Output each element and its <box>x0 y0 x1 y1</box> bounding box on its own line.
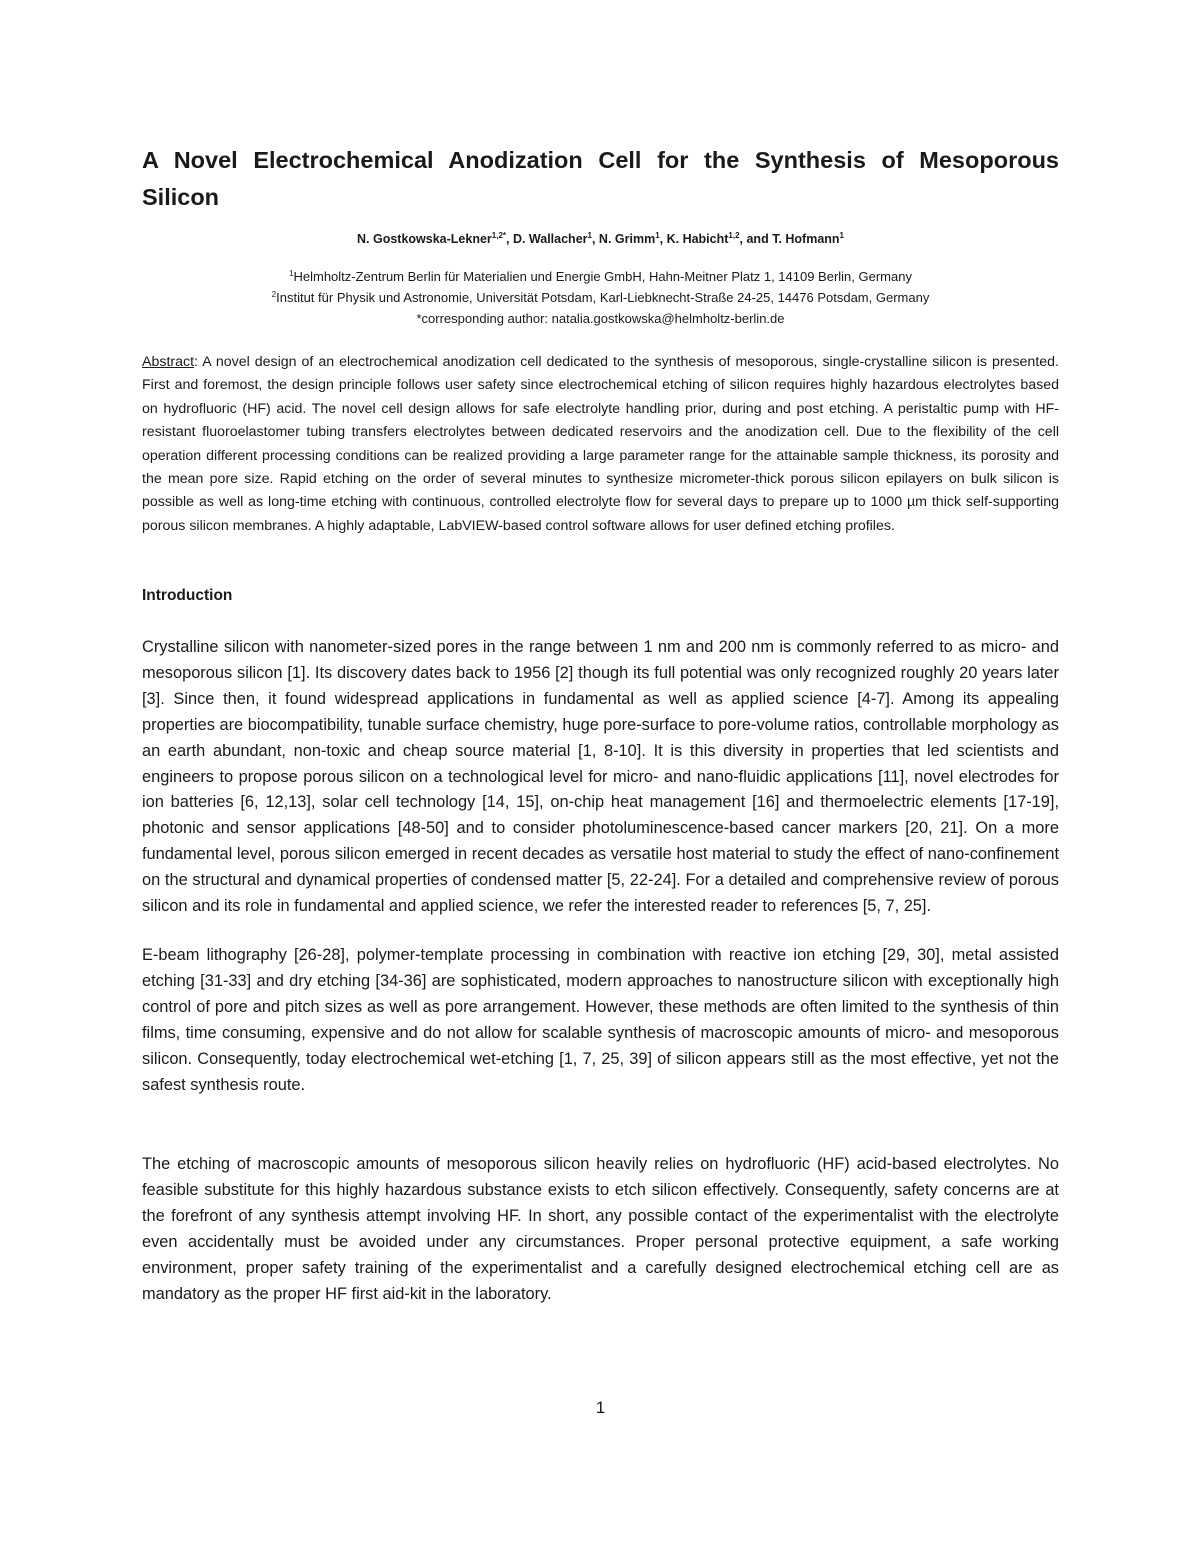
abstract-label: Abstract <box>142 354 195 370</box>
author: N. Grimm$^1$, <box>598 231 667 246</box>
paper-title: A Novel Electrochemical Anodization Cell for the Synthesis of Mesoporous Silicon <box>142 147 1059 210</box>
page-number: 1 <box>595 1398 606 1417</box>
affiliation: $^2$Institut für Physik und Astronomie, Universität Potsdam, Karl-Liebknecht-Straße 24-25, 14476 Potsdam, Germany <box>271 290 930 305</box>
author: K. Habicht$^{1,2}$, and <box>666 231 773 246</box>
abstract <box>142 351 1059 538</box>
author-list <box>142 230 1059 248</box>
abstract-text: : A novel design of an electrochemical anodization cell dedicated to the synthesis of mesoporous, single-crystalline silicon is presented. First and foremost, the design principle follows user safety since electrochemical etching of silicon requires highly hazardous electrolytes based on hydrofluoric (HF) acid. The novel cell design allows for safe electrolyte handling prior, during and post etching. A peristaltic pump with HF-resistant fluoroelastomer tubing transfers electrolytes between dedicated reservoirs and the anodization cell. Due to the flexibility of the cell operation different processing conditions can be realized providing a large parameter range for the attainable sample thickness, its porosity and the mean pore size. Rapid etching on the order of several minutes to synthesize micrometer-thick porous silicon epilayers on bulk silicon is possible as well as long-time etching with continuous, controlled electrolyte flow for several days to prepare up to 1000 µm thick self-supporting porous silicon membranes. A highly adaptable, LabVIEW-based control software allows for user defined etching profiles. <box>142 354 1059 534</box>
body-paragraph: E-beam lithography [26-28], polymer-template processing in combination with reactive ion etching [29, 30], metal assisted etching [31-33] and dry etching [34-36] are sophisticated, modern approaches to nanostructure silicon with exceptionally high control of pore and pitch sizes as well as pore arrangement. However, these methods are often limited to the synthesis of thin films, time consuming, expensive and do not allow for scalable synthesis of macroscopic amounts of micro- and mesoporous silicon. Consequently, today electrochemical wet-etching [1, 7, 25, 39] of silicon appears still as the most effective, yet not the safest synthesis route. <box>142 946 1059 1094</box>
author: T. Hofmann$^1$ <box>772 231 844 246</box>
affiliation: $^1$Helmholtz-Zentrum Berlin für Materialien und Energie GmbH, Hahn-Meitner Platz 1, 14109 Berlin, Germany <box>289 269 912 284</box>
affiliation-block <box>142 266 1059 329</box>
body-paragraph: The etching of macroscopic amounts of mesoporous silicon heavily relies on hydrofluoric (HF) acid-based electrolytes. No feasible substitute for this highly hazardous substance exists to etch silicon effectively. Consequently, safety concerns are at the forefront of any synthesis attempt involving HF. In short, any possible contact of the experimentalist with the electrolyte even accidentally must be avoided under any circumstances. Proper personal protective equipment, a safe working environment, proper safety training of the experimentalist and a carefully designed electrochemical etching cell are as mandatory as the proper HF first aid-kit in the laboratory. <box>142 1155 1059 1303</box>
section-heading-introduction: Introduction <box>142 587 233 604</box>
author: D. Wallacher$^1$, <box>512 231 599 246</box>
corresponding-author: *corresponding author: natalia.gostkowska@helmholtz-berlin.de <box>416 311 785 326</box>
author: N. Gostkowska-Lekner$^{1,2*}$, <box>357 231 513 246</box>
body-paragraph: Crystalline silicon with nanometer-sized pores in the range between 1 nm and 200 nm is commonly referred to as micro- and mesoporous silicon [1]. Its discovery dates back to 1956 [2] though its full potential was only recognized roughly 20 years later [3]. Since then, it found widespread applications in fundamental as well as applied science [4-7]. Among its appealing properties are biocompatibility, tunable surface chemistry, huge pore-surface to pore-volume ratios, controllable morphology as an earth abundant, non-toxic and cheap source material [1, 8-10]. It is this diversity in properties that led scientists and engineers to propose porous silicon on a technological level for micro- and nano-fluidic applications [11], novel electrodes for ion batteries [6, 12,13], solar cell technology [14, 15], on-chip heat management [16] and thermoelectric elements [17-19], photonic and sensor applications [48-50] and to consider photoluminescence-based cancer markers [20, 21]. On a more fundamental level, porous silicon emerged in recent decades as versatile host material to study the effect of nano-confinement on the structural and dynamical properties of condensed matter [5, 22-24]. For a detailed and comprehensive review of porous silicon and its role in fundamental and applied science, we refer the interested reader to references [5, 7, 25]. <box>142 638 1059 916</box>
